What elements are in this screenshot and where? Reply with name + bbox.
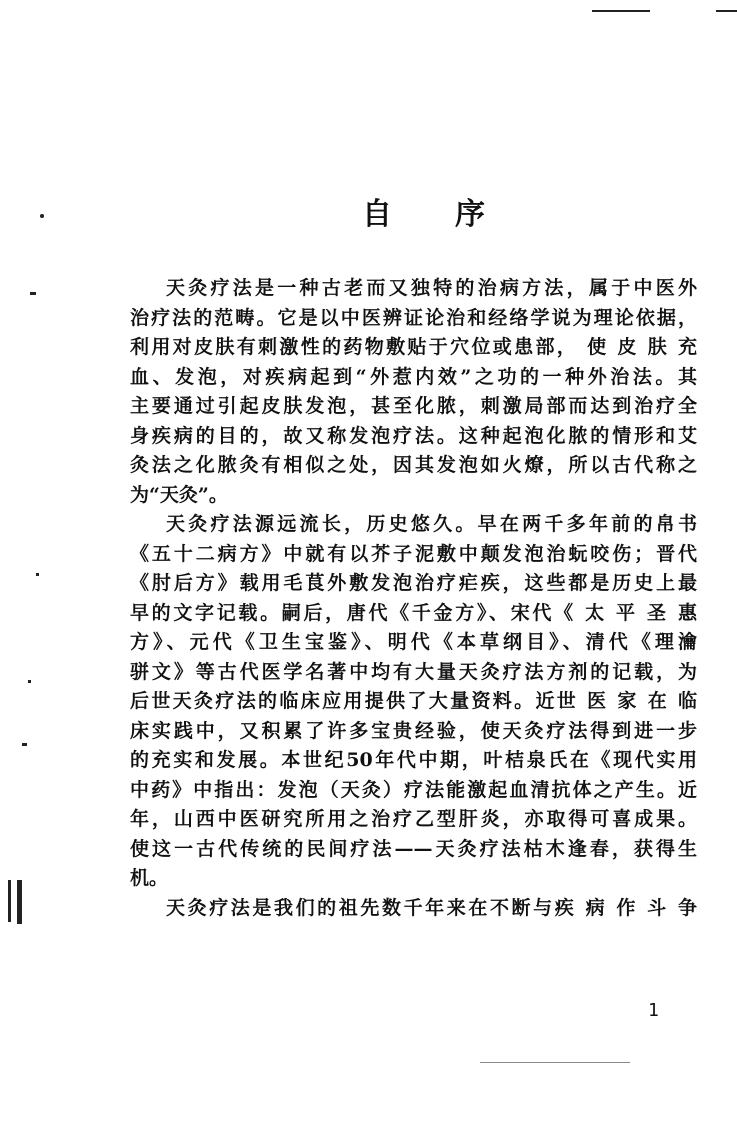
scan-artifact-top-line bbox=[592, 10, 650, 12]
page-title bbox=[0, 195, 737, 235]
title-char-1: 自 bbox=[362, 197, 392, 232]
text-line: 灸法之化脓灸有相似之处，因其发泡如火燎，所以古代称之 bbox=[130, 454, 697, 476]
scan-artifact-bottom-smudge bbox=[480, 1062, 630, 1063]
scan-artifact-left-mark bbox=[28, 680, 31, 683]
scan-artifact-left-bar bbox=[8, 880, 11, 922]
text-line: 《肘后方》载用毛茛外敷发泡治疗疟疾，这些都是历史上最 bbox=[130, 572, 697, 594]
text-line: 利用对皮肤有刺激性的药物敷贴于穴位或患部， 使 皮 肤 充 bbox=[130, 336, 697, 358]
text-line: 天灸疗法是我们的祖先数千年来在不断与疾 病 作 斗 争 bbox=[166, 896, 697, 919]
text-line: 后世天灸疗法的临床应用提供了大量资料。近世 医 家 在 临 bbox=[130, 690, 697, 712]
text-line: 天灸疗法是一种古老而又独特的治病方法，属于中医外 bbox=[166, 277, 697, 299]
text-line: 血、发泡，对疾病起到“外惹内效”之功的一种外治法。其 bbox=[130, 365, 697, 388]
text-line: 的充实和发展。本世纪50年代中期，叶桔泉氏在《现代实用 bbox=[130, 749, 697, 771]
text-line: 天灸疗法源远流长，历史悠久。早在两千多年前的帛书 bbox=[166, 513, 697, 535]
text-line: 年，山西中医研究所用之治疗乙型肝炎，亦取得可喜成果。 bbox=[130, 808, 697, 830]
text-line: 机。 bbox=[130, 867, 169, 889]
text-line: 主要通过引起皮肤发泡，甚至化脓，刺激局部而达到治疗全 bbox=[130, 395, 697, 417]
scan-artifact-left-mark bbox=[36, 573, 39, 576]
text-line: 《五十二病方》中就有以芥子泥敷中颠发泡治蚖咬伤；晋代 bbox=[130, 542, 697, 565]
text-line: 为“天灸”。 bbox=[130, 483, 228, 506]
text-line: 骈文》等古代医学名著中均有大量天灸疗法方剂的记载，为 bbox=[130, 660, 697, 683]
title-char-2: 序 bbox=[455, 197, 485, 232]
text-line: 治疗法的范畴。它是以中医辨证论治和经络学说为理论依据， bbox=[130, 306, 697, 329]
text-line: 中药》中指出：发泡（天灸）疗法能激起血清抗体之产生。近 bbox=[130, 778, 697, 801]
scan-artifact-left-bar bbox=[17, 880, 22, 924]
scan-artifact-top-line bbox=[716, 10, 737, 12]
page-number: 1 bbox=[648, 1000, 659, 1021]
text-line: 身疾病的目的，故又称发泡疗法。这种起泡化脓的情形和艾 bbox=[130, 424, 697, 447]
text-line: 床实践中，又积累了许多宝贵经验，使天灸疗法得到进一步 bbox=[130, 719, 697, 742]
scan-artifact-left-mark bbox=[30, 292, 36, 295]
text-line: 早的文字记载。嗣后，唐代《千金方》、宋代《 太 平 圣 惠 bbox=[130, 601, 697, 624]
scan-artifact-left-mark bbox=[22, 743, 27, 746]
scan-artifact-left-mark bbox=[40, 214, 44, 218]
text-line: 方》、元代《卫生宝鉴》、明代《本草纲目》、清代《理瀹 bbox=[130, 631, 697, 653]
text-line: 使这一古代传统的民间疗法——天灸疗法枯木逢春，获得生 bbox=[130, 837, 697, 860]
